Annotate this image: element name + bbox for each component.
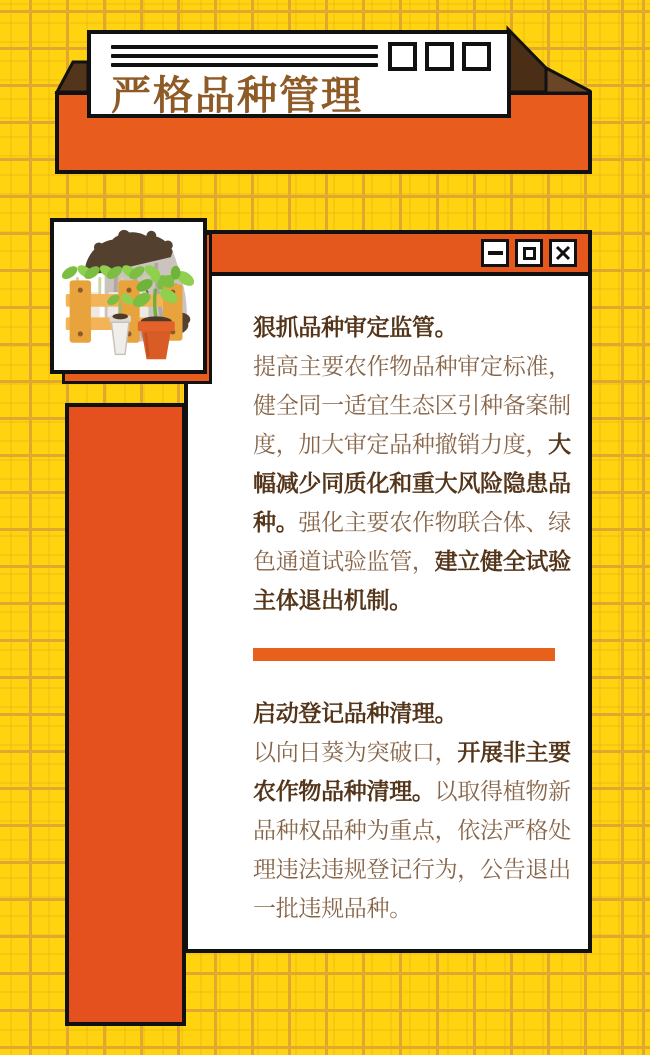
- illustration-box: [50, 218, 207, 374]
- banner-card: [87, 30, 511, 118]
- page-title: 严格品种管理: [111, 74, 363, 118]
- text-segment: 大: [548, 431, 571, 457]
- text-line: [253, 386, 571, 425]
- text-segment: 度，加大审定品种撤销力度，: [253, 431, 549, 457]
- decorative-square: [462, 42, 491, 71]
- text-segment: 幅减少同质化和重大风险隐患品: [253, 470, 571, 496]
- text-segment: 主体退出机制。: [253, 587, 412, 613]
- seedling-illustration: [56, 224, 201, 368]
- minimize-icon: [481, 239, 509, 267]
- banner-fold-right-dark: [508, 29, 546, 92]
- decorative-text-lines: [111, 42, 378, 72]
- text-segment: 理违法违规登记行为，公告退出: [253, 856, 571, 882]
- text-line: [253, 694, 560, 733]
- text-segment: 以取得植物新: [434, 778, 571, 804]
- decorative-square: [388, 42, 417, 71]
- text-segment: 建立健全试验: [434, 548, 571, 574]
- minimize-glyph: [488, 251, 503, 255]
- text-segment: 品种权品种为重点，依法严格处: [253, 817, 571, 843]
- maximize-glyph: [523, 247, 536, 260]
- maximize-icon: [515, 239, 543, 267]
- text-segment: 强化主要农作物联合体、绿: [298, 509, 571, 535]
- text-line: [253, 733, 571, 772]
- text-segment: 种。: [253, 509, 299, 535]
- text-line: [253, 308, 560, 347]
- window-body: [188, 276, 588, 928]
- text-line: [253, 464, 571, 503]
- close-glyph: [555, 245, 571, 261]
- section-divider: [253, 648, 555, 661]
- decorative-line: [111, 45, 378, 49]
- text-segment: 健全同一适宜生态区引种备案制: [253, 392, 571, 418]
- text-segment: 农作物品种清理。: [253, 778, 435, 804]
- text-segment: 开展非主要: [457, 739, 571, 765]
- text-line: [253, 347, 571, 386]
- text-segment: 启动登记品种清理。: [253, 700, 458, 726]
- text-line: [253, 503, 571, 542]
- text-segment: 以向日葵为突破口，: [253, 739, 458, 765]
- text-segment: 提高主要农作物品种审定标准，: [253, 353, 571, 379]
- text-line: [253, 772, 571, 811]
- banner-fold-left: [57, 62, 88, 92]
- left-accent-bar: [65, 403, 186, 1026]
- text-line: [253, 850, 571, 889]
- text-line: [253, 542, 571, 581]
- text-line: [253, 889, 560, 928]
- text-line: [253, 581, 560, 620]
- paragraph-variety-approval: [253, 308, 571, 620]
- text-segment: 色通道试验监管，: [253, 548, 435, 574]
- text-segment: 一批违规品种。: [253, 895, 412, 921]
- decorative-line: [111, 63, 378, 67]
- text-segment: 狠抓品种审定监管。: [253, 314, 458, 340]
- paragraph-variety-cleanup: [253, 694, 571, 928]
- window-titlebar: [188, 234, 588, 276]
- decorative-squares: [388, 42, 491, 71]
- text-line: [253, 811, 571, 850]
- content-window: [184, 230, 592, 953]
- text-line: [253, 425, 571, 464]
- decorative-square: [425, 42, 454, 71]
- banner-fold-right-lid: [546, 68, 590, 93]
- close-icon: [549, 239, 577, 267]
- decorative-line: [111, 54, 378, 58]
